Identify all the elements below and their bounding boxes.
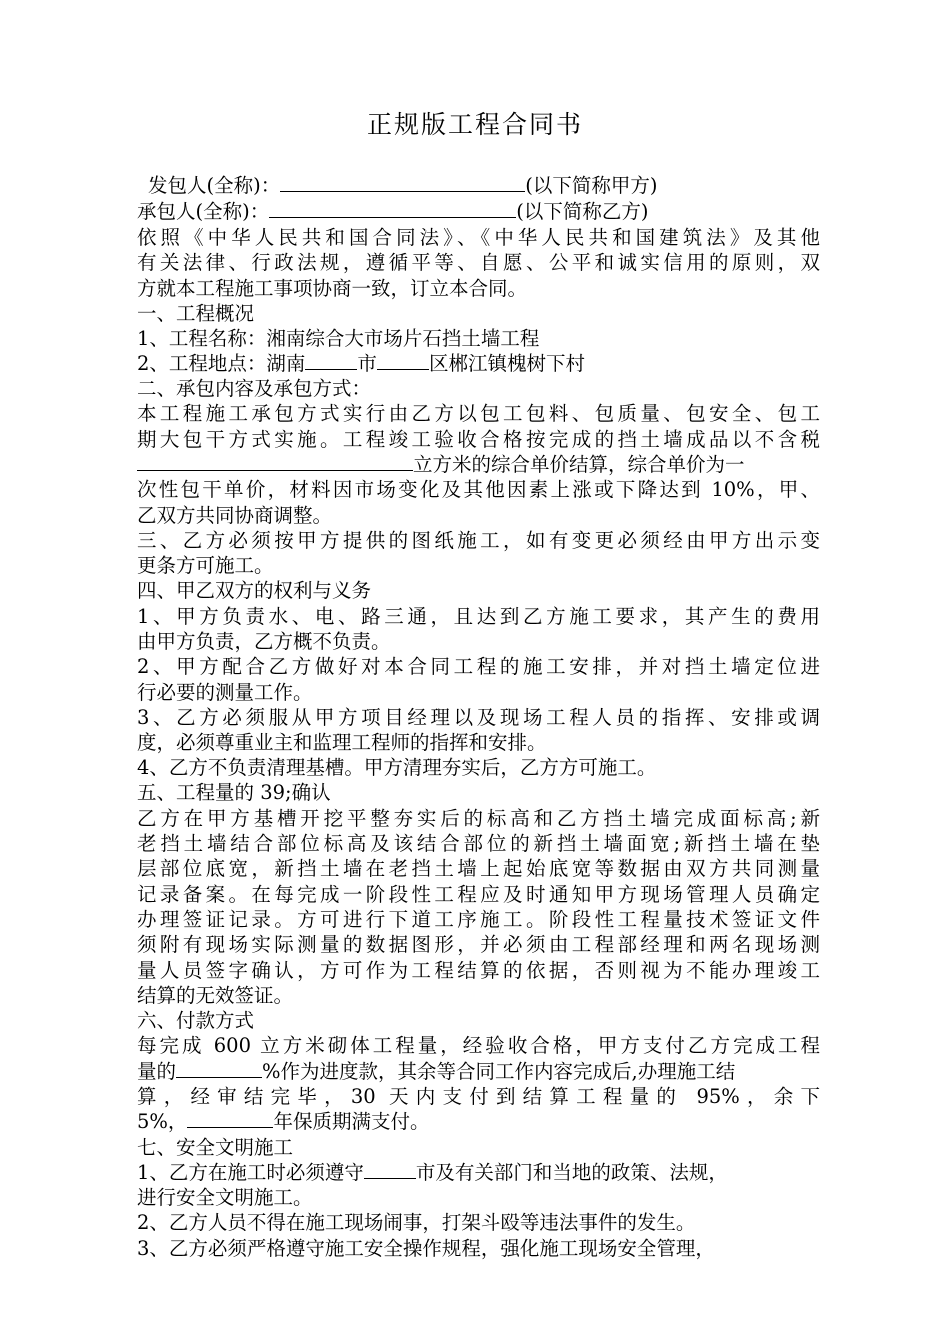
paragraph-line: 三、乙方必须按甲方提供的图纸施工，如有变更必须经由甲方出示变: [137, 529, 820, 552]
paragraph-line: 3、乙方必须服从甲方项目经理以及现场工程人员的指挥、安排或调: [137, 706, 820, 729]
party-a-label: 发包人(全称)：: [148, 174, 281, 197]
unit-price-suffix: 立方米的综合单价结算，综合单价为一: [413, 453, 745, 476]
party-a-suffix: (以下简称甲方): [525, 174, 658, 197]
party-b-line: [137, 199, 648, 225]
paragraph-line: 老挡土墙结合部位标高及该结合部位的新挡土墙面宽;新挡土墙在垫: [137, 832, 820, 855]
paragraph-line: 本工程施工承包方式实行由乙方以包工包料、包质量、包安全、包工: [137, 402, 820, 425]
paragraph-line: 方就本工程施工事项协商一致，订立本合同。: [137, 277, 528, 300]
safety-city-line: [137, 1160, 728, 1186]
project-location-line: [137, 351, 585, 377]
city-blank[interactable]: [305, 351, 357, 370]
section-heading: 六、付款方式: [137, 1009, 255, 1032]
document-title: 正规版工程合同书: [366, 110, 583, 139]
paragraph-line: 3、乙方必须严格遵守施工安全操作规程，强化施工现场安全管理，: [137, 1237, 715, 1260]
paragraph-line: 行必要的测量工作。: [137, 681, 313, 704]
paragraph-line: 乙方在甲方基槽开挖平整夯实后的标高和乙方挡土墙完成面标高;新: [137, 807, 820, 830]
paragraph-line: 1、甲方负责水、电、路三通，且达到乙方施工要求，其产生的费用: [137, 605, 820, 628]
paragraph-line: 乙双方共同协商调整。: [137, 504, 333, 527]
warranty-years-blank[interactable]: [187, 1109, 273, 1128]
paragraph-line: 依照《中华人民共和国合同法》、《中华人民共和国建筑法》及其他: [137, 226, 820, 249]
paragraph-line: 次性包干单价，材料因市场变化及其他因素上涨或下降达到 10%，甲、: [137, 478, 820, 501]
paragraph-line: 层部位底宽，新挡土墙在老挡土墙上起始底宽等数据由双方共同测量: [137, 857, 820, 880]
paragraph-line: 期大包干方式实施。工程竣工验收合格按完成的挡土墙成品以不含税: [137, 428, 820, 451]
party-b-blank[interactable]: [269, 199, 516, 218]
section-heading: 四、甲乙双方的权利与义务: [137, 579, 372, 602]
paragraph-line: 每完成 600 立方米砌体工程量，经验收合格，甲方支付乙方完成工程: [137, 1034, 820, 1057]
unit-price-line: [137, 452, 745, 478]
paragraph-line: 记录备案。在每完成一阶段性工程应及时通知甲方现场管理人员确定: [137, 883, 820, 906]
warranty-suffix: 年保质期满支付。: [273, 1110, 430, 1133]
paragraph-line: 结算的无效签证。: [137, 984, 294, 1007]
paragraph-line: 有关法律、行政法规，遵循平等、自愿、公平和诚实信用的原则，双: [137, 251, 820, 274]
location-suffix: 区郴江镇槐树下村: [428, 352, 585, 375]
safety-suffix: 市及有关部门和当地的政策、法规，: [415, 1161, 728, 1184]
section-heading: 七、安全文明施工: [137, 1136, 294, 1159]
paragraph-line: 度，必须尊重业主和监理工程师的指挥和安排。: [137, 731, 547, 754]
paragraph-line: 2、乙方人员不得在施工现场闹事，打架斗殴等违法事件的发生。: [137, 1211, 696, 1234]
paragraph-line: 办理签证记录。方可进行下道工序施工。阶段性工程量技术签证文件: [137, 908, 820, 931]
paragraph-line: 须附有现场实际测量的数据图形，并必须由工程部经理和两名现场测: [137, 933, 820, 956]
warranty-prefix: 5%，: [137, 1110, 188, 1133]
warranty-line: [137, 1109, 429, 1135]
district-blank[interactable]: [377, 351, 429, 370]
safety-city-blank[interactable]: [364, 1160, 416, 1179]
paragraph-line: 量人员签字确认，方可作为工程结算的依据，否则视为不能办理竣工: [137, 959, 820, 982]
paragraph-line: 更条方可施工。: [137, 554, 274, 577]
progress-prefix: 量的: [137, 1060, 177, 1083]
paragraph-line: 4、乙方不负责清理基槽。甲方清理夯实后，乙方方可施工。: [137, 756, 657, 779]
location-prefix: 2、工程地点：湖南: [137, 352, 306, 375]
party-b-label: 承包人(全称)：: [137, 200, 270, 223]
city-label: 市: [357, 352, 377, 375]
progress-percent-blank[interactable]: [176, 1059, 262, 1078]
section-heading: 二、承包内容及承包方式：: [137, 377, 372, 400]
safety-prefix: 1、乙方在施工时必须遵守: [137, 1161, 364, 1184]
unit-price-blank[interactable]: [137, 452, 413, 471]
paragraph-line: 2、甲方配合乙方做好对本合同工程的施工安排，并对挡土墙定位进: [137, 655, 820, 678]
paragraph-line: 1、工程名称：湘南综合大市场片石挡土墙工程: [137, 327, 540, 350]
section-heading: 一、工程概况: [137, 302, 255, 325]
progress-payment-line: [137, 1059, 735, 1085]
section-heading: 五、工程量的 39;确认: [137, 781, 331, 804]
paragraph-line: 算，经审结完毕，30 天内支付到结算工程量的 95%，余下: [137, 1085, 820, 1108]
progress-suffix: %作为进度款，其余等合同工作内容完成后,办理施工结: [262, 1060, 736, 1083]
paragraph-line: 由甲方负责，乙方概不负责。: [137, 630, 391, 653]
party-b-suffix: (以下简称乙方): [516, 200, 649, 223]
party-a-blank[interactable]: [280, 173, 525, 192]
party-a-line: [148, 173, 657, 199]
paragraph-line: 进行安全文明施工。: [137, 1186, 313, 1209]
